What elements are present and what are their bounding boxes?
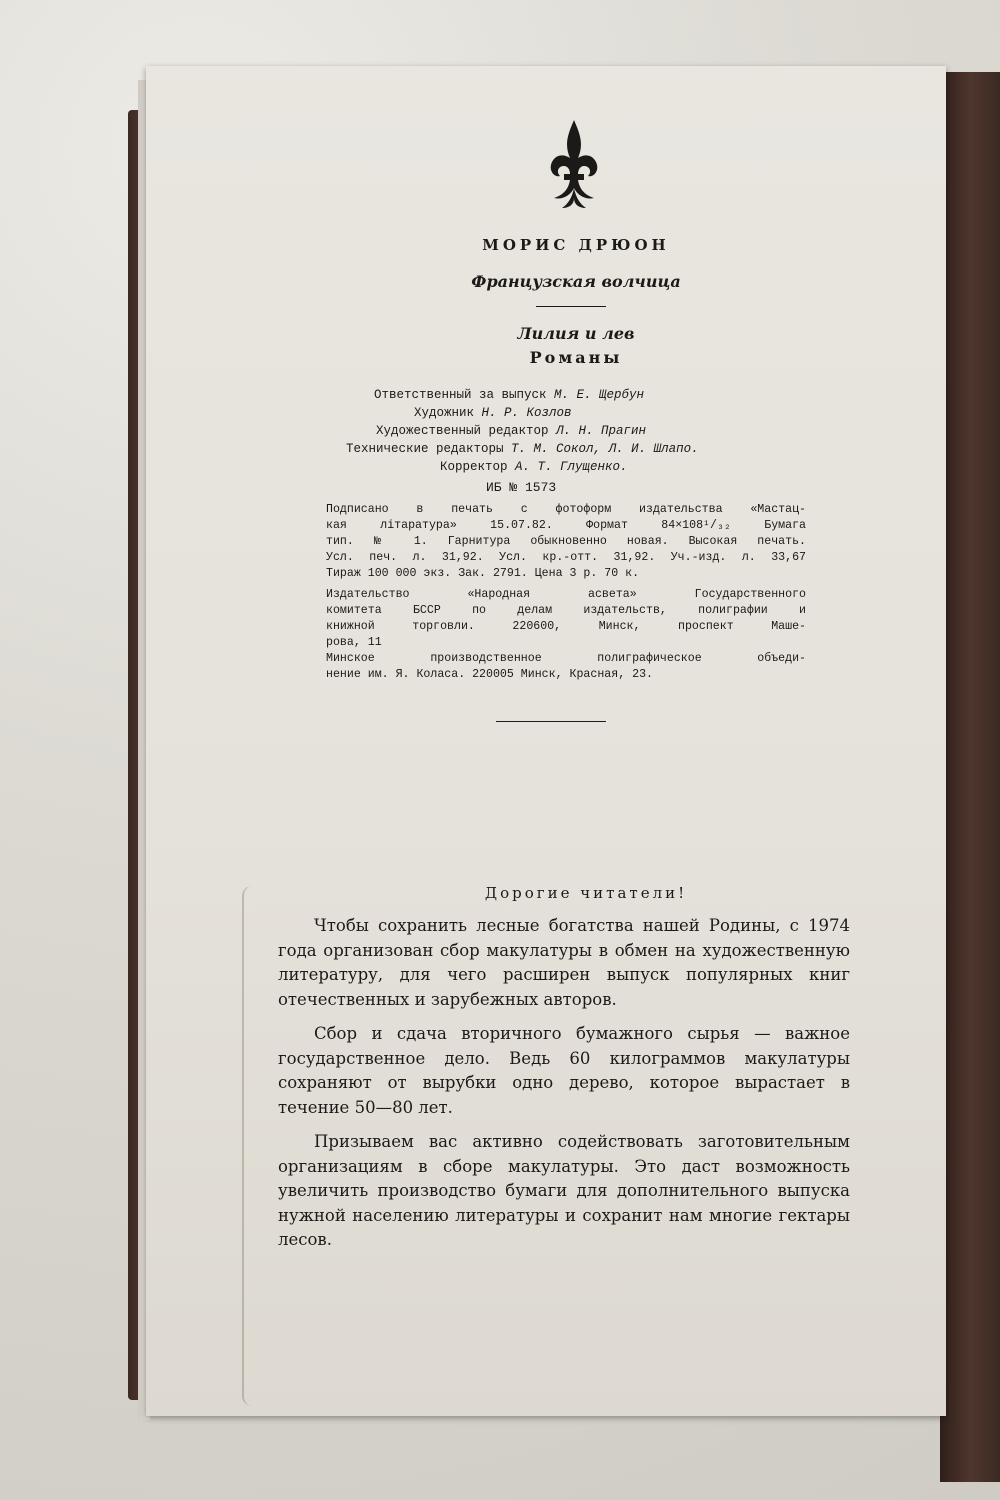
credit-line: Художественный редактор Л. Н. Прагин: [376, 424, 647, 438]
fleur-de-lis-icon: [534, 114, 614, 214]
imprint-line: книжной торговли. 220600, Минск, проспект Маше-: [326, 620, 806, 633]
imprint-line: комитета БССР по делам издательств, полиграфии и: [326, 604, 806, 617]
reader-notice: [278, 914, 850, 1263]
genre-label: Романы: [529, 348, 623, 367]
imprint-line: Усл. печ. л. 31,92. Усл. кр.-отт. 31,92. Уч.-изд. л. 33,67: [326, 551, 806, 564]
credits-block: [346, 386, 776, 476]
imprint-line: Тираж 100 000 экз. Зак. 2791. Цена 3 р. 70 к.: [326, 567, 640, 580]
imprint-line: кая літаратура» 15.07.82. Формат 84×108¹/₃₂ Бумага: [326, 519, 806, 532]
credit-line: Ответственный за выпуск М. Е. Щербун: [374, 388, 645, 402]
credit-line: Технические редакторы Т. М. Сокол, Л. И. Шлапо.: [346, 442, 699, 456]
notice-paragraph: Призываем вас активно содействовать заготовительным организациям в сборе макулатуры. Это даст возможность увеличить производство бумаги для дополнительного выпуска нужной населению литературы и сохранит нам многие гектары лесов.: [278, 1132, 850, 1249]
book-title: Французская волчица: [471, 272, 681, 291]
book-cover-right: [940, 72, 1000, 1482]
series-title: Лилия и лев: [517, 324, 635, 343]
imprint-line: рова, 11: [326, 636, 382, 649]
imprint-block: [326, 502, 806, 683]
notice-title: Дорогие читатели!: [484, 884, 688, 902]
divider-rule: [496, 721, 606, 722]
notice-paragraph: Сбор и сдача вторичного бумажного сырья — важное государственное дело. Ведь 60 килограммов макулатуры сохраняют от вырубки одно дерево, которое вырастает в течение 50—80 лет.: [278, 1024, 850, 1117]
imprint-line: нение им. Я. Коласа. 220005 Минск, Красная, 23.: [326, 668, 653, 681]
ib-number: ИБ № 1573: [486, 480, 557, 495]
credit-line: Художник Н. Р. Козлов: [414, 406, 572, 420]
imprint-line: Минское производственное полиграфическое объеди-: [326, 652, 806, 665]
notice-paragraph: Чтобы сохранить лесные богатства нашей Родины, с 1974 года организован сбор макулатуры в обмен на художественную литературу, для чего расширен выпуск популярных книг отечественных и зарубежных авторов.: [278, 916, 850, 1009]
credit-line: Корректор А. Т. Глущенко.: [440, 460, 628, 474]
imprint-line: Издательство «Народная асвета» Государственного: [326, 588, 806, 601]
author-name: МОРИС ДРЮОН: [482, 236, 670, 254]
page-crease: [242, 886, 258, 1406]
book-page: [146, 66, 946, 1416]
imprint-line: тип. № 1. Гарнитура обыкновенно новая. Высокая печать.: [326, 535, 806, 548]
divider-rule: [536, 306, 606, 307]
imprint-line: Подписано в печать с фотоформ издательства «Мастац-: [326, 503, 806, 516]
